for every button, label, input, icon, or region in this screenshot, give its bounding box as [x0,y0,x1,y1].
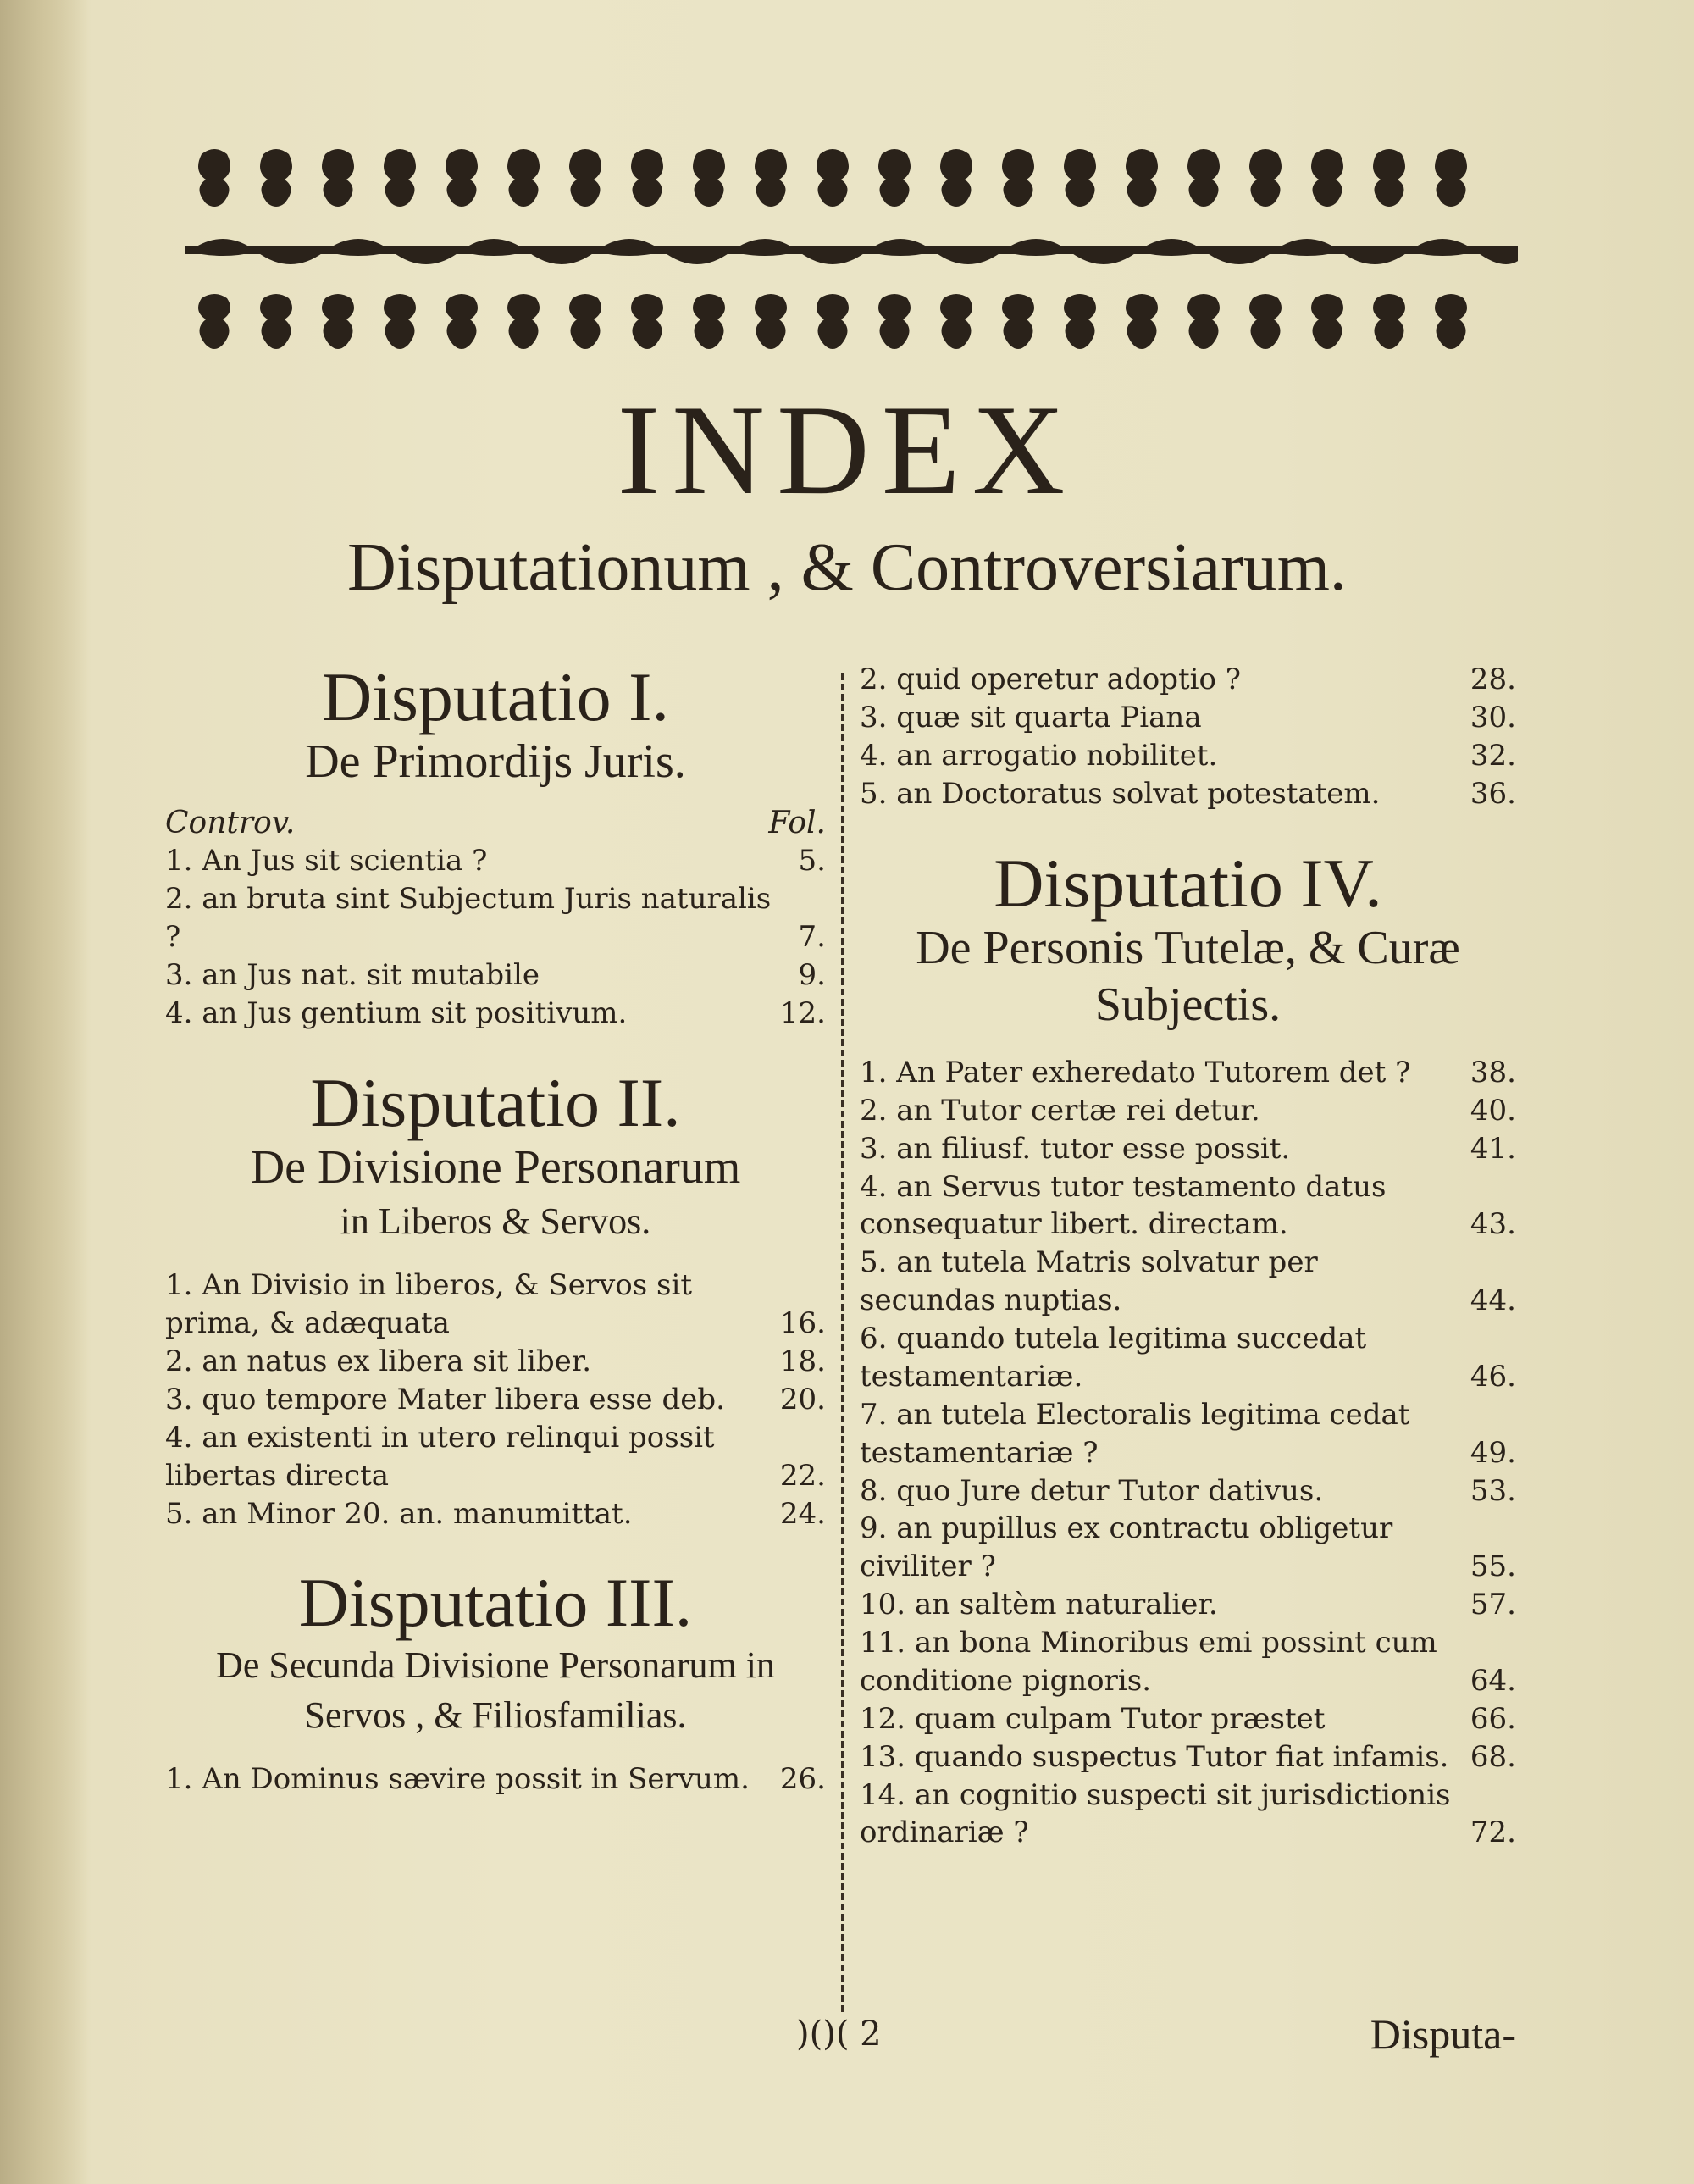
left-column [165,658,826,1799]
ornament-band [185,146,1518,358]
list-item: 3. an filiusf. tutor esse possit. 41. [860,1131,1516,1166]
list-item: 12. quam culpam Tutor præstet 66. [860,1701,1516,1736]
list-item: 6. quando tutela legitima succedat testamentariæ. 46. [860,1322,1516,1394]
list-item: 5. an Doctoratus solvat potestatem. 36. [860,776,1516,811]
disputatio-2-heading: Disputatio II. [310,1063,681,1141]
controv-label: Controv. [165,806,296,841]
list-item: 2. an natus ex libera sit liber. 18. [165,1344,826,1379]
list-item: 10. an saltèm naturalier. 57. [860,1588,1516,1622]
list-item: 1. An Jus sit scientia ? 5. [165,844,826,879]
page-subtitle: Disputationum , & Controversiarum. [347,530,1347,605]
list-item: 2. an bruta sint Subjectum Juris naturalis ? 7. [165,882,826,955]
fol-label: Fol. [768,806,826,841]
list-item: 11. an bona Minoribus emi possint cum conditione pignoris. 64. [860,1626,1516,1698]
list-item: 2. an Tutor certæ rei detur. 40. [860,1093,1516,1128]
column-header [165,806,826,840]
list-item: 4. an Jus gentium sit positivum. 12. [165,995,826,1030]
disputatio-2-subheading: De Divisione Personarum [250,1140,741,1194]
signature-mark: )()( 2 [796,2015,882,2054]
list-item: 7. an tutela Electoralis legitima cedat testamentariæ ? 49. [860,1397,1516,1470]
list-item: 3. quæ sit quarta Piana 30. [860,700,1516,734]
list-item: 2. quid operetur adoptio ? 28. [860,662,1516,696]
column-divider [841,673,844,2012]
list-item: 14. an cognitio suspecti sit jurisdictionis ordinariæ ? 72. [860,1777,1516,1850]
list-item: 9. an pupillus ex contractu obligetur civiliter ? 55. [860,1511,1516,1584]
list-item: 3. quo tempore Mater libera esse deb. 20. [165,1382,826,1416]
disputatio-4-subheading: De Personis Tutelæ, & Curæ Subjectis. [916,921,1460,1031]
list-item: 1. An Divisio in liberos, & Servos sit prima, & adæquata 16. [165,1268,826,1341]
list-item: 13. quando suspectus Tutor fiat infamis. 68. [860,1739,1516,1774]
list-item: 5. an Minor 20. an. manumittat. 24. [165,1496,826,1531]
list-item: 3. an Jus nat. sit mutabile 9. [165,957,826,992]
list-item: 4. an Servus tutor testamento datus consequatur libert. directam. 43. [860,1169,1516,1242]
right-column [860,661,1516,1852]
list-item: 4. an existenti in utero relinqui possit libertas directa 22. [165,1420,826,1493]
disputatio-1-subheading: De Primordijs Juris. [305,735,686,789]
list-item: 1. An Pater exheredato Tutorem det ? 38. [860,1055,1516,1089]
disputatio-3-subheading: De Secunda Divisione Personarum in Servos , & Filiosfamilias. [216,1644,775,1736]
list-item: 8. quo Jure detur Tutor dativus. 53. [860,1473,1516,1508]
disputatio-2-subheading-2: in Liberos & Servos. [340,1200,651,1242]
disputatio-4-heading: Disputatio IV. [994,844,1382,922]
list-item: 5. an tutela Matris solvatur per secundas nuptias. 44. [860,1245,1516,1318]
list-item: 1. An Dominus sævire possit in Servum. 26. [165,1762,826,1797]
catchword: Disputa- [1370,2010,1516,2058]
page-title: INDEX [617,379,1077,521]
page-binding-shadow [0,0,89,2184]
list-item: 4. an arrogatio nobilitet. 32. [860,738,1516,773]
disputatio-1-heading: Disputatio I. [322,658,669,735]
disputatio-3-heading: Disputatio III. [298,1564,693,1642]
